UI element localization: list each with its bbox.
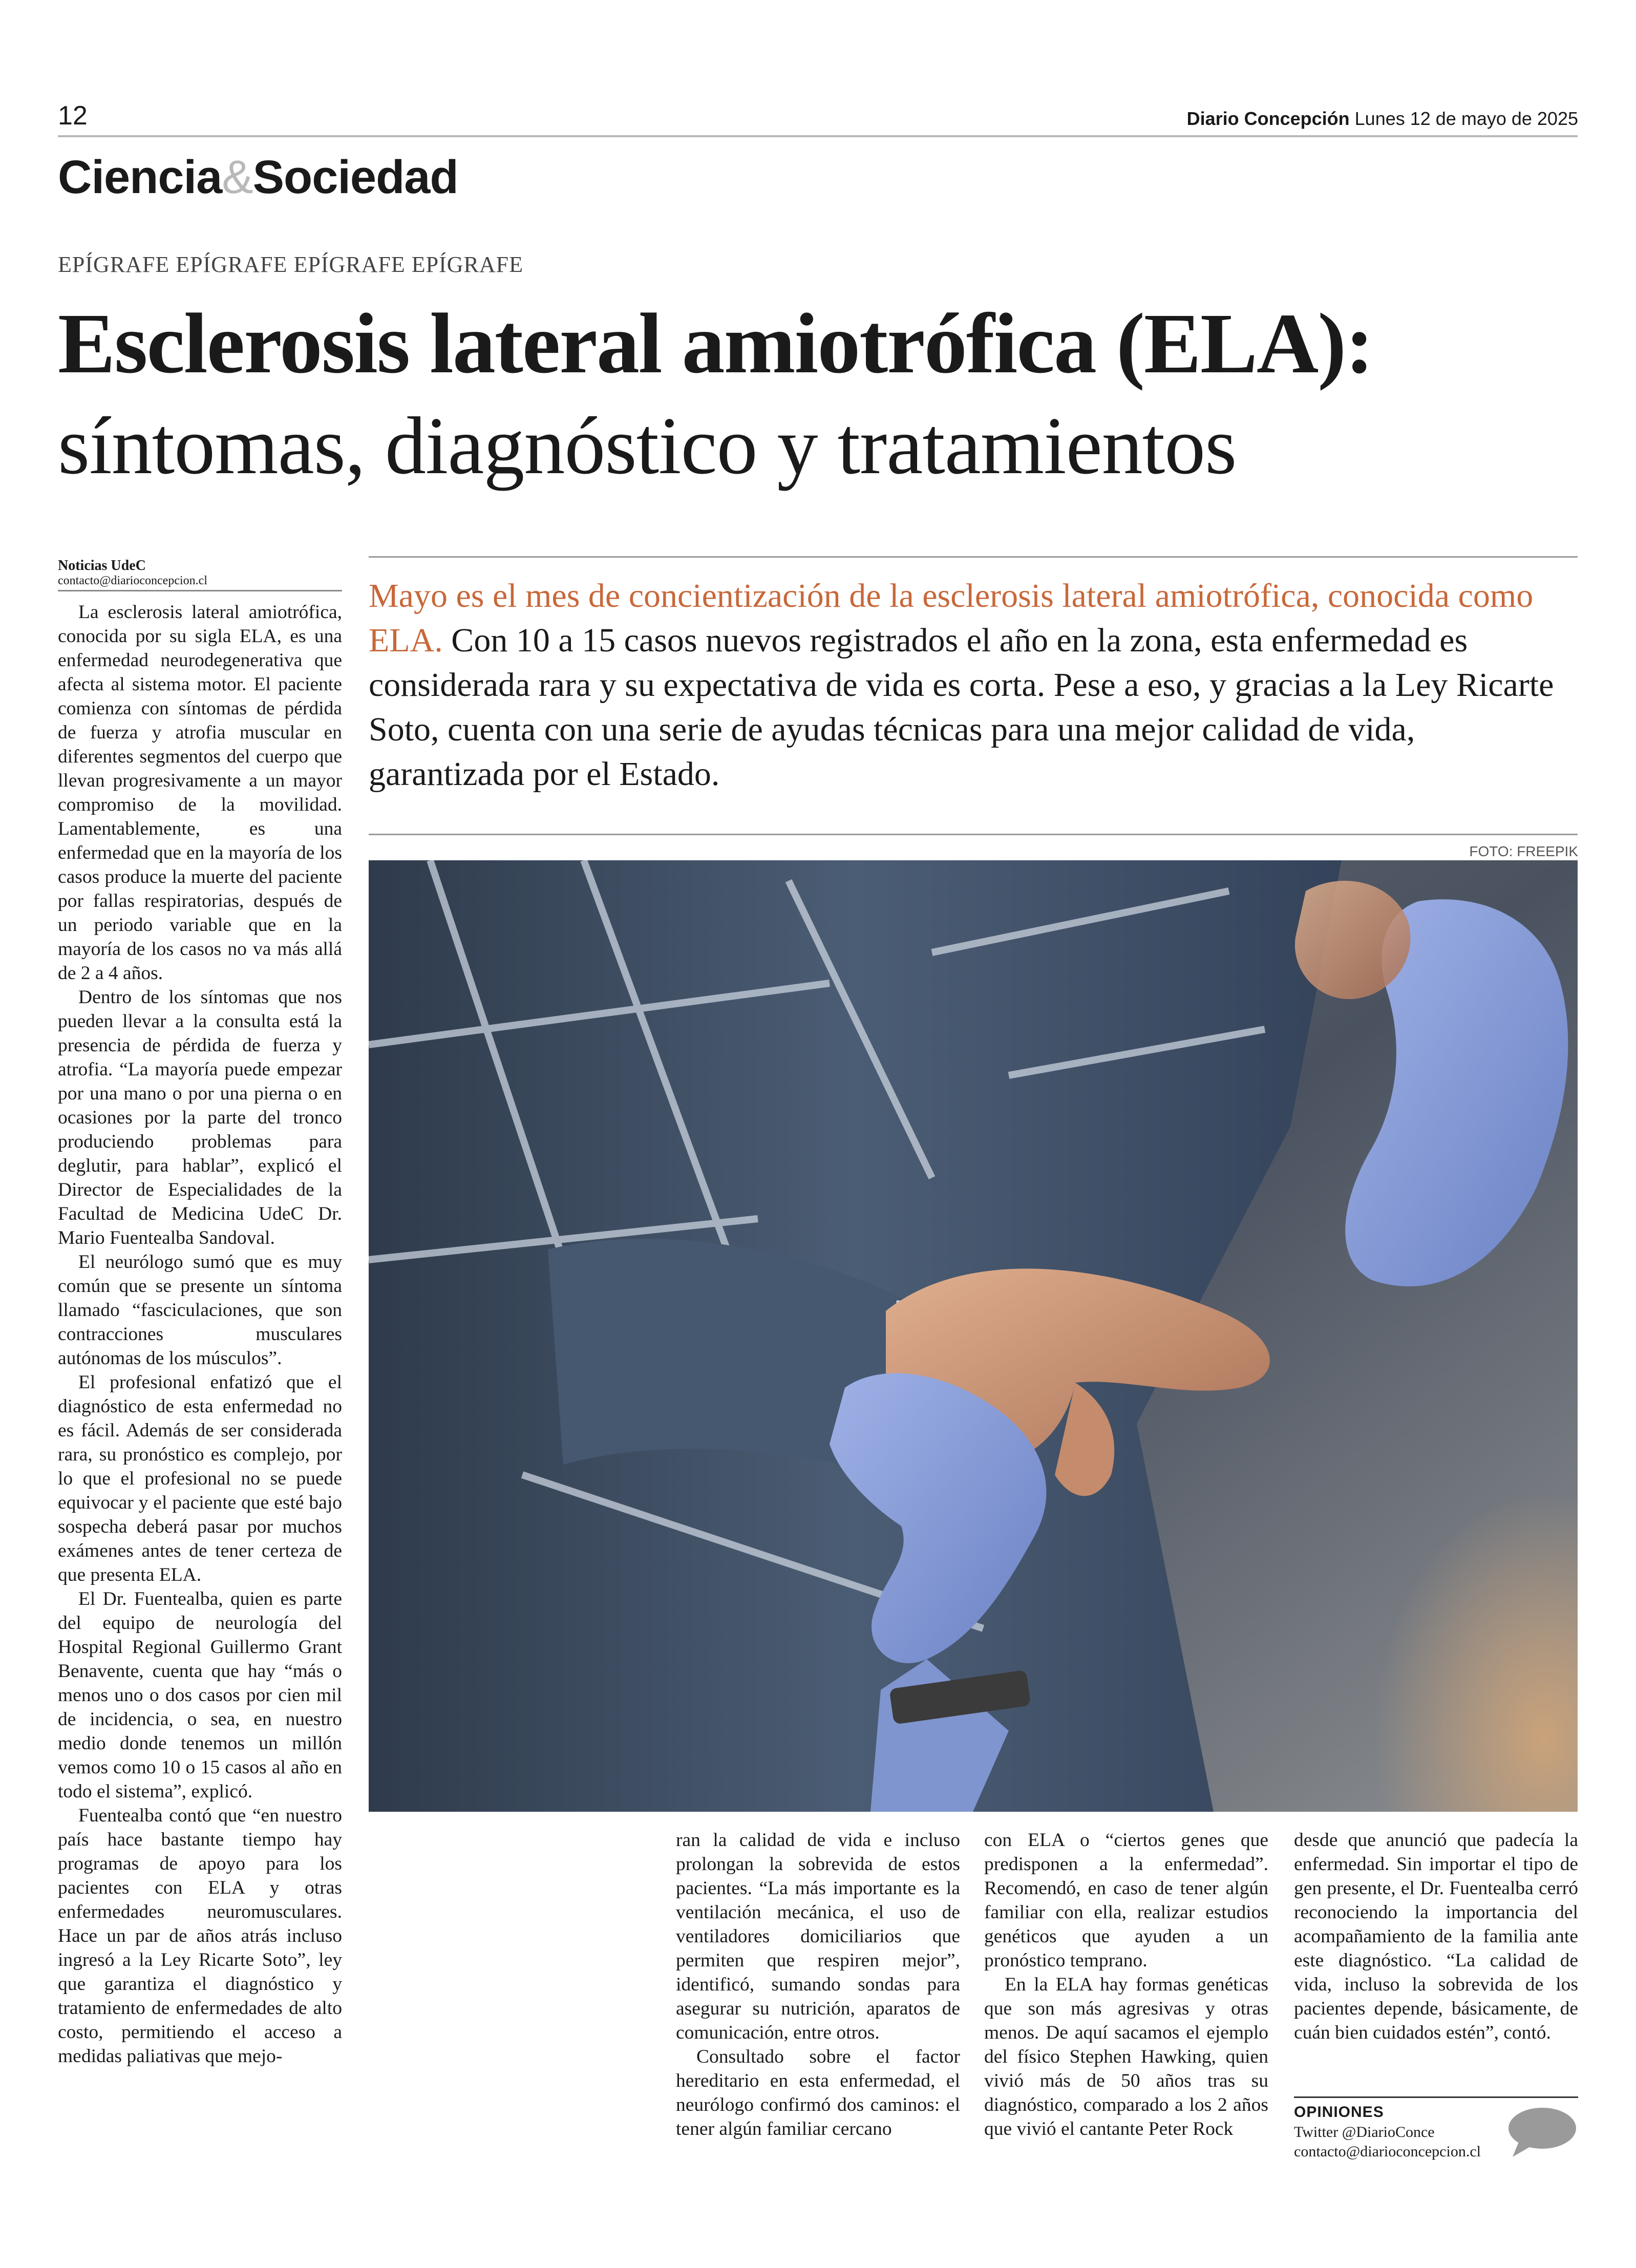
page-number: 12 xyxy=(58,101,88,131)
body-column-4 xyxy=(1294,1828,1578,2045)
section-name-sociedad: Sociedad xyxy=(252,151,458,203)
epigraph: EPÍGRAFE EPÍGRAFE EPÍGRAFE EPÍGRAFE xyxy=(58,252,523,277)
lead-highlight: Mayo es el mes de concientización de la esclerosis lateral amiotrófica, conocida como ELA. xyxy=(369,577,1534,659)
section-name-ciencia: Ciencia xyxy=(58,151,222,203)
opinions-twitter: Twitter @DiarioConce xyxy=(1294,2124,1435,2140)
header-divider xyxy=(58,135,1578,137)
body-column-1 xyxy=(58,600,342,2068)
body-column-2 xyxy=(676,1828,960,2141)
body-column-3 xyxy=(984,1828,1268,2141)
issue-date: Lunes 12 de mayo de 2025 xyxy=(1354,108,1578,129)
body-paragraph: La esclerosis lateral amiotrófica, conocida por su sigla ELA, es una enfermedad neurodegenerativa que afecta al sistema motor. El paciente comienza con síntomas de pérdida de fuerza y atrofia muscular en diferentes segmentos del cuerpo que llevan progresivamente a un mayor compromiso de la movilidad. Lamentablemente, es una enfermedad que en la mayoría de los casos produce la muerte del paciente por fallas respiratorias, después de un periodo variable que en la mayoría de los casos no va más allá de 2 a 4 años. xyxy=(58,602,342,984)
body-paragraph: ran la calidad de vida e incluso prolongan la sobrevida de estos pacientes. “La más importante es la ventilación mecánica, el uso de ventiladores domiciliarios que permiten que respiren mejor”, identificó, sumando sondas para asegurar su nutrición, aparatos de comunicación, entre otros. xyxy=(676,1830,960,2043)
body-paragraph: Consultado sobre el factor hereditario en esta enfermedad, el neurólogo confirmó dos caminos: el tener algún familiar cercano xyxy=(676,2046,960,2139)
body-paragraph: El profesional enfatizó que el diagnóstico de esta enfermedad no es fácil. Además de ser considerada rara, su pronóstico es complejo, por lo que el profesional no se puede equivocar y el paciente que esté bajo sospecha deberá pasar por muchos exámenes antes de tener certeza de que presenta ELA. xyxy=(58,1372,342,1585)
section-ampersand: & xyxy=(222,151,253,203)
article-photo xyxy=(369,860,1578,1812)
byline-divider xyxy=(58,590,342,591)
body-paragraph: El neurólogo sumó que es muy común que se presente un síntoma llamado “fasciculaciones, que son contracciones musculares autónomas de los músculos”. xyxy=(58,1252,342,1369)
lead-divider-top xyxy=(369,556,1578,558)
byline-email: contacto@diarioconcepcion.cl xyxy=(58,574,207,587)
opinions-divider xyxy=(1294,2096,1578,2098)
body-paragraph: con ELA o “ciertos genes que predisponen a la enfermedad”. Recomendó, en caso de tener algún familiar con ella, realizar estudios genéticos que ayuden a un pronóstico temprano. xyxy=(984,1830,1268,1971)
opinions-title: OPINIONES xyxy=(1294,2104,1384,2121)
photo-credit: FOTO: FREEPIK xyxy=(1469,843,1578,859)
lead-paragraph xyxy=(369,574,1578,796)
byline-author: Noticias UdeC xyxy=(58,558,146,574)
newspaper-name: Diario Concepción xyxy=(1186,108,1350,129)
newspaper-dateline xyxy=(1187,109,1578,129)
headline-line-1: Esclerosis lateral amiotrófica (ELA): xyxy=(58,296,1373,391)
opinions-email: contacto@diarioconcepcion.cl xyxy=(1294,2143,1481,2160)
lead-text: Con 10 a 15 casos nuevos registrados el año en la zona, esta enfermedad es considerada rara y su expectativa de vida es corta. Pese a eso, y gracias a la Ley Ricarte Soto, cuenta con una serie de ayudas técnicas para una mejor calidad de vida, garantizada por el Estado. xyxy=(369,622,1554,793)
body-paragraph: desde que anunció que padecía la enfermedad. Sin importar el tipo de gen presente, el Dr. Fuentealba cerró reconociendo la importancia del acompañamiento de la familia ante este diagnóstico. “La calidad de vida, incluso la sobrevida de los pacientes depende, básicamente, de cuán bien cuidados estén”, contó. xyxy=(1294,1830,1578,2043)
body-paragraph: Dentro de los síntomas que nos pueden llevar a la consulta está la presencia de pérdida de fuerza y atrofia. “La mayoría puede empezar por una mano o por una pierna o en ocasiones por la parte del tronco produciendo problemas para deglutir, para hablar”, explicó el Director de Especialidades de la Facultad de Medicina UdeC Dr. Mario Fuentealba Sandoval. xyxy=(58,987,342,1248)
headline-line-2: síntomas, diagnóstico y tratamientos xyxy=(58,400,1237,491)
section-title xyxy=(58,152,458,203)
hands-photo-illustration xyxy=(369,860,1578,1812)
body-paragraph: El Dr. Fuentealba, quien es parte del equipo de neurología del Hospital Regional Guillermo Grant Benavente, cuenta que hay “más o menos uno o dos casos por cien mil de incidencia, o sea, en nuestro medio donde tenemos un millón vemos como 10 o 15 casos al año en todo el sistema”, explicó. xyxy=(58,1588,342,1802)
body-paragraph: En la ELA hay formas genéticas que son más agresivas y otras menos. De aquí sacamos el ejemplo del físico Stephen Hawking, quien vivió más de 50 años tras su diagnóstico, comparado a los 2 años que vivió el cantante Peter Rock xyxy=(984,1974,1268,2139)
speech-bubble-icon xyxy=(1505,2106,1577,2159)
body-paragraph: Fuentealba contó que “en nuestro país hace bastante tiempo hay programas de apoyo para los pacientes con ELA y otras enfermedades neuromusculares. Hace un par de años atrás incluso ingresó a la Ley Ricarte Soto”, ley que garantiza el diagnóstico y tratamiento de enfermedades de alto costo, permitiendo el acceso a medidas paliativas que mejo- xyxy=(58,1805,342,2067)
lead-divider-bottom xyxy=(369,834,1578,835)
